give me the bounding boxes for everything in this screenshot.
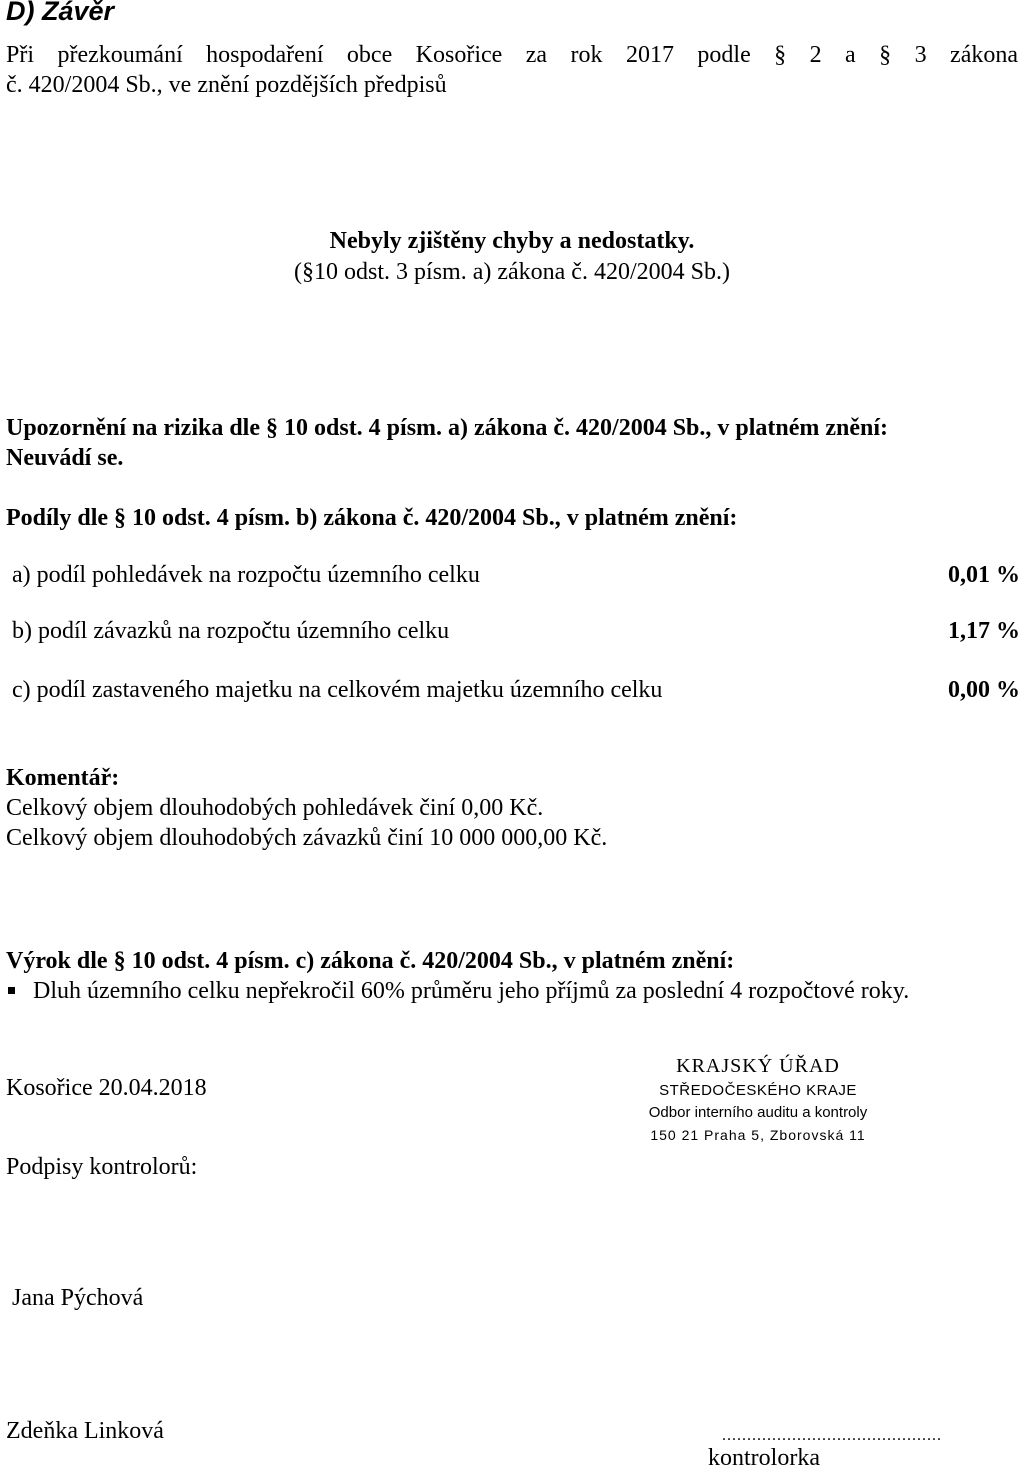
signature-line: ............................................ [722, 1427, 942, 1444]
share-row-pledged-assets [12, 677, 1020, 704]
signatory-name-2: Zdeňka Linková [6, 1418, 164, 1444]
risks-title: Upozornění na rizika dle § 10 odst. 4 písm. a) zákona č. 420/2004 Sb., v platném znění: [6, 415, 889, 441]
intro-line-1: Při přezkoumání hospodaření obce Kosořice za rok 2017 podle § 2 a § 3 zákona [6, 42, 1018, 68]
verdict-bullet-text: Dluh územního celku nepřekročil 60% průměru jeho příjmů za poslední 4 rozpočtové roky. [33, 978, 910, 1004]
risks-value: Neuvádí se. [6, 445, 124, 471]
finding-text: Nebyly zjištěny chyby a nedostatky. [329, 228, 695, 254]
signatures-label: Podpisy kontrolorů: [6, 1154, 198, 1180]
stamp-line-2: STŘEDOČESKÉHO KRAJE [659, 1082, 857, 1099]
share-row-receivables [12, 562, 1020, 589]
comment-line-1: Celkový objem dlouhodobých pohledávek činí 0,00 Kč. [6, 795, 544, 821]
bullet-icon [8, 987, 15, 994]
comment-title: Komentář: [6, 765, 120, 791]
share-value: 0,00 % [948, 677, 1020, 703]
office-stamp [598, 1052, 918, 1146]
share-label: c) podíl zastaveného majetku na celkovém majetku územního celku [12, 677, 663, 703]
share-row-liabilities [12, 618, 1020, 645]
verdict-bullet-item [6, 976, 909, 1006]
finding-reference: (§10 odst. 3 písm. a) zákona č. 420/2004 Sb.) [294, 259, 730, 285]
stamp-line-3: Odbor interního auditu a kontroly [648, 1104, 868, 1121]
share-label: a) podíl pohledávek na rozpočtu územního celku [12, 562, 480, 588]
share-value: 1,17 % [948, 618, 1020, 644]
verdict-title: Výrok dle § 10 odst. 4 písm. c) zákona č. 420/2004 Sb., v platném znění: [6, 948, 735, 974]
intro-line-2: č. 420/2004 Sb., ve znění pozdějších předpisů [6, 72, 447, 98]
signatory-role: kontrolorka [708, 1445, 820, 1471]
share-label: b) podíl závazků na rozpočtu územního celku [12, 618, 450, 644]
shares-title: Podíly dle § 10 odst. 4 písm. b) zákona č. 420/2004 Sb., v platném znění: [6, 505, 738, 531]
comment-line-2: Celkový objem dlouhodobých závazků činí 10 000 000,00 Kč. [6, 825, 608, 851]
signatory-name-1: Jana Pýchová [12, 1285, 144, 1311]
stamp-line-4: 150 21 Praha 5, Zborovská 11 [650, 1127, 866, 1143]
place-date: Kosořice 20.04.2018 [6, 1075, 207, 1101]
section-heading: D) Závěr [6, 0, 115, 26]
share-value: 0,01 % [948, 562, 1020, 588]
stamp-line-1: KRAJSKÝ ÚŘAD [676, 1055, 840, 1077]
